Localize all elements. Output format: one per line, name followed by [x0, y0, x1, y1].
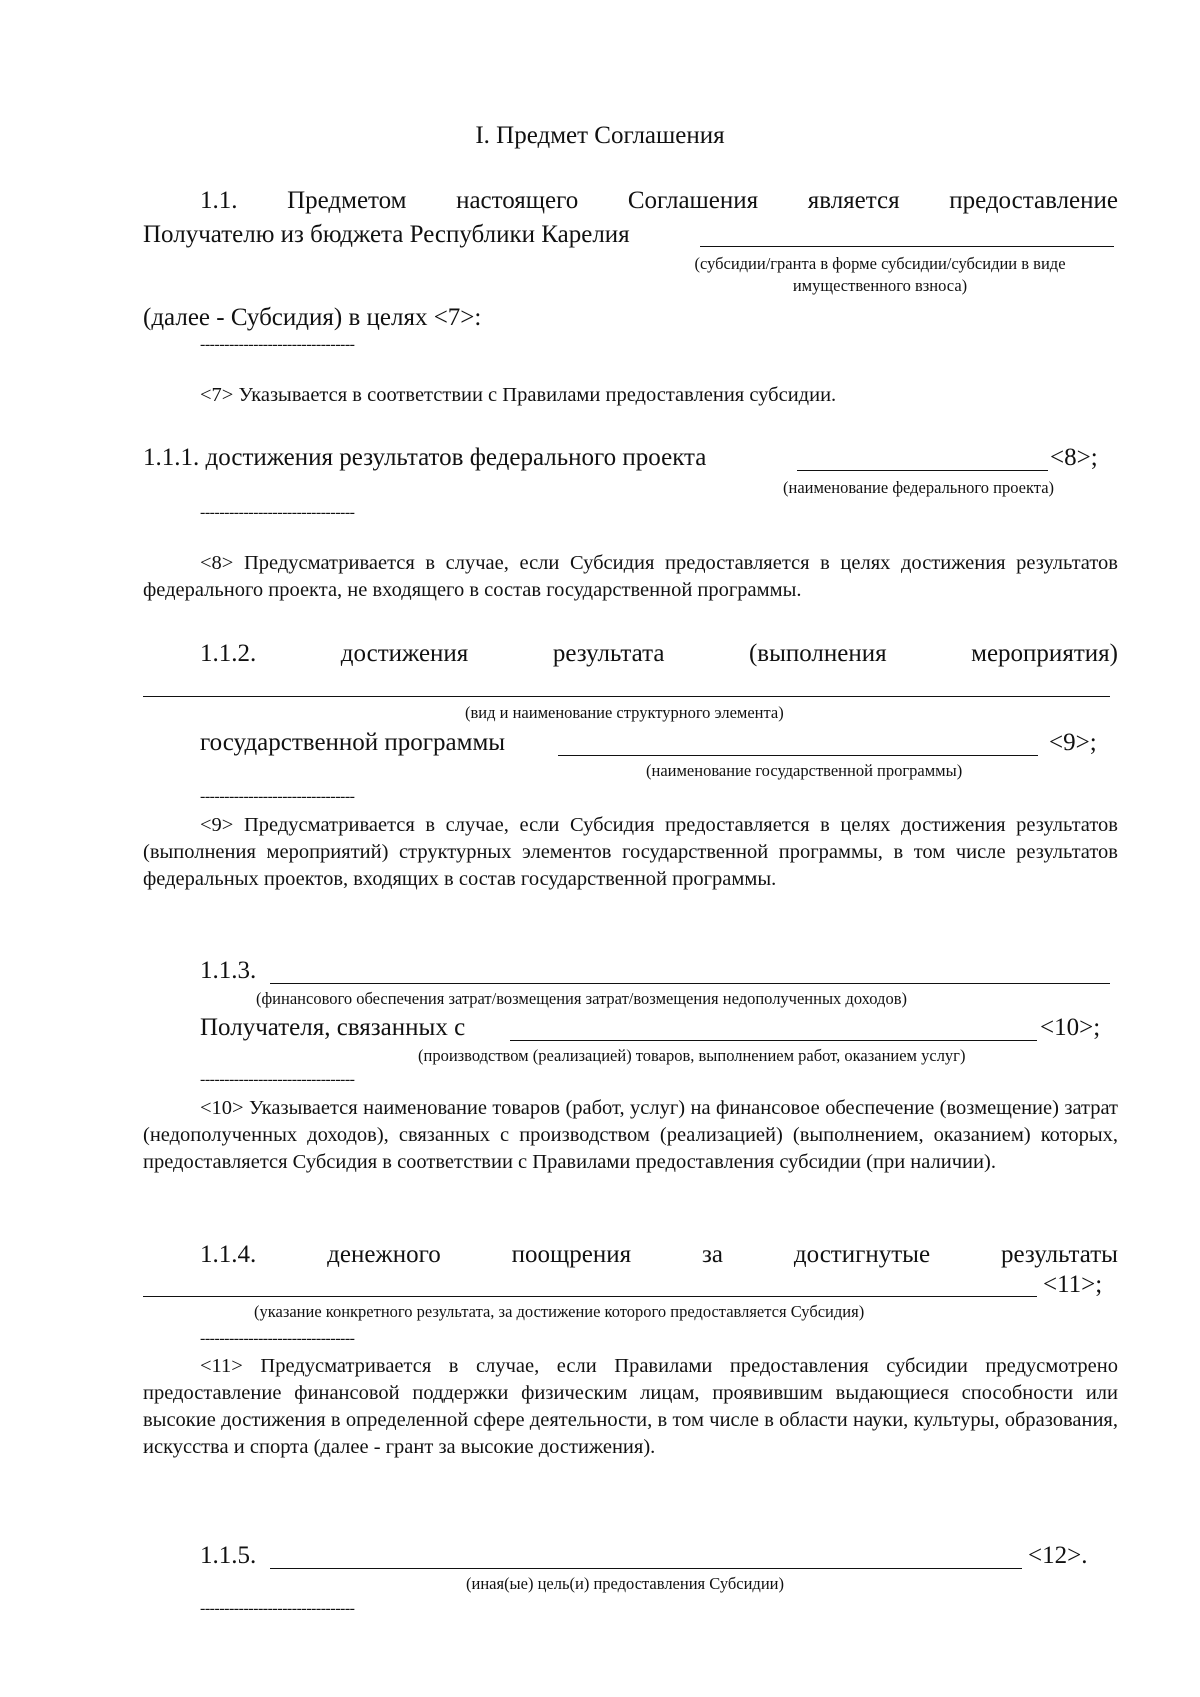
fill-line — [510, 1040, 1037, 1041]
footnote-separator: -------------------------------- — [200, 504, 355, 521]
p1-1-3-ref: <10>; — [1040, 1014, 1101, 1041]
footnote-9: <9> Предусматривается в случае, если Субсидия предоставляется в целях достижения результатов (выполнения мероприятий) структурных элементов государственной программы, в том числе результатов федеральных проектов, входящих в состав государственной программы. — [143, 814, 1118, 890]
p1-1-2-line1 — [200, 639, 1118, 669]
footnote-separator: -------------------------------- — [200, 336, 355, 353]
p1-1-caption1: (субсидии/гранта в форме субсидии/субсидии в виде — [694, 254, 1066, 273]
word: достижения — [340, 640, 469, 667]
word: является — [807, 187, 900, 214]
footnote-8: <8> Предусматривается в случае, если Субсидия предоставляется в целях достижения результатов федерального проекта, не входящего в состав государственной программы. — [143, 552, 1118, 601]
p1-1-4-caption: (указание конкретного результата, за достижение которого предоставляется Субсидия) — [254, 1302, 865, 1321]
fill-line — [700, 246, 1114, 247]
word: результаты — [1000, 1241, 1118, 1268]
word: результата — [552, 640, 665, 667]
p1-1-3-number: 1.1.3. — [200, 957, 257, 984]
word: 1.1.2. — [200, 640, 257, 667]
word: за — [701, 1241, 723, 1268]
p1-1-2-ref: <9>; — [1049, 729, 1097, 756]
word: настоящего — [456, 187, 579, 214]
p1-1-caption2: имущественного взноса) — [792, 276, 968, 295]
word: Предметом — [287, 187, 407, 214]
p1-1-5-number: 1.1.5. — [200, 1542, 257, 1569]
p1-1-5-ref: <12>. — [1028, 1542, 1088, 1569]
fill-line — [270, 1568, 1022, 1569]
p1-1-1-ref: <8>; — [1050, 444, 1098, 471]
footnote-7: <7> Указывается в соответствии с Правилами предоставления субсидии. — [200, 384, 837, 406]
fill-line — [143, 1296, 1037, 1297]
footnote-separator: -------------------------------- — [200, 1600, 355, 1617]
fill-line — [797, 470, 1048, 471]
fill-line — [270, 983, 1110, 984]
word: достигнутые — [793, 1241, 931, 1268]
section-title: I. Предмет Соглашения — [475, 122, 725, 149]
p1-1-3-line2: Получателя, связанных с — [200, 1014, 466, 1041]
word: мероприятия) — [971, 640, 1118, 667]
word: предоставление — [949, 187, 1118, 214]
word: 1.1.4. — [200, 1241, 257, 1268]
word: Соглашения — [627, 187, 759, 214]
footnote-10: <10> Указывается наименование товаров (работ, услуг) на финансовое обеспечение (возмещение) затрат (недополученных доходов), связанных с производством (реализацией) (выполнением, оказанием) которых, предоставляется Субсидия в соответствии с Правилами предоставления субсидии (при наличии). — [143, 1097, 1118, 1173]
footnote-separator: -------------------------------- — [200, 1330, 355, 1347]
footnote-separator: -------------------------------- — [200, 788, 355, 805]
fill-line — [558, 755, 1038, 756]
p1-1-1-text: 1.1.1. достижения результатов федерального проекта — [143, 444, 707, 471]
p1-1-2-caption1: (вид и наименование структурного элемента) — [465, 703, 784, 722]
p1-1-2-line2: государственной программы — [200, 729, 506, 756]
fill-line — [143, 696, 1110, 697]
word: поощрения — [511, 1241, 632, 1268]
word: денежного — [327, 1241, 441, 1268]
word: 1.1. — [200, 187, 238, 214]
p1-1-3-caption1: (финансового обеспечения затрат/возмещения затрат/возмещения недополученных доходов) — [256, 989, 907, 1008]
footnote-separator: -------------------------------- — [200, 1071, 355, 1088]
p1-1-line3: (далее - Субсидия) в целях <7>: — [143, 304, 482, 331]
footnote-11: <11> Предусматривается в случае, если Правилами предоставления субсидии предусмотрено предоставление финансовой поддержки физическим лицам, проявившим выдающиеся способности или высокие достижения в определенной сфере деятельности, в том числе в области науки, культуры, образования, искусства и спорта (далее - грант за высокие достижения). — [143, 1355, 1118, 1458]
p1-1-line1 — [200, 186, 1118, 216]
p1-1-3-caption2: (производством (реализацией) товаров, выполнением работ, оказанием услуг) — [418, 1046, 966, 1065]
p1-1-2-caption2: (наименование государственной программы) — [646, 761, 963, 780]
p1-1-line2: Получателю из бюджета Республики Карелия — [143, 221, 630, 248]
p1-1-5-caption: (иная(ые) цель(и) предоставления Субсидии) — [466, 1574, 784, 1593]
p1-1-4-line1 — [200, 1240, 1118, 1270]
p1-1-1-caption: (наименование федерального проекта) — [783, 478, 1055, 497]
p1-1-4-ref: <11>; — [1043, 1271, 1103, 1298]
word: (выполнения — [748, 640, 887, 667]
